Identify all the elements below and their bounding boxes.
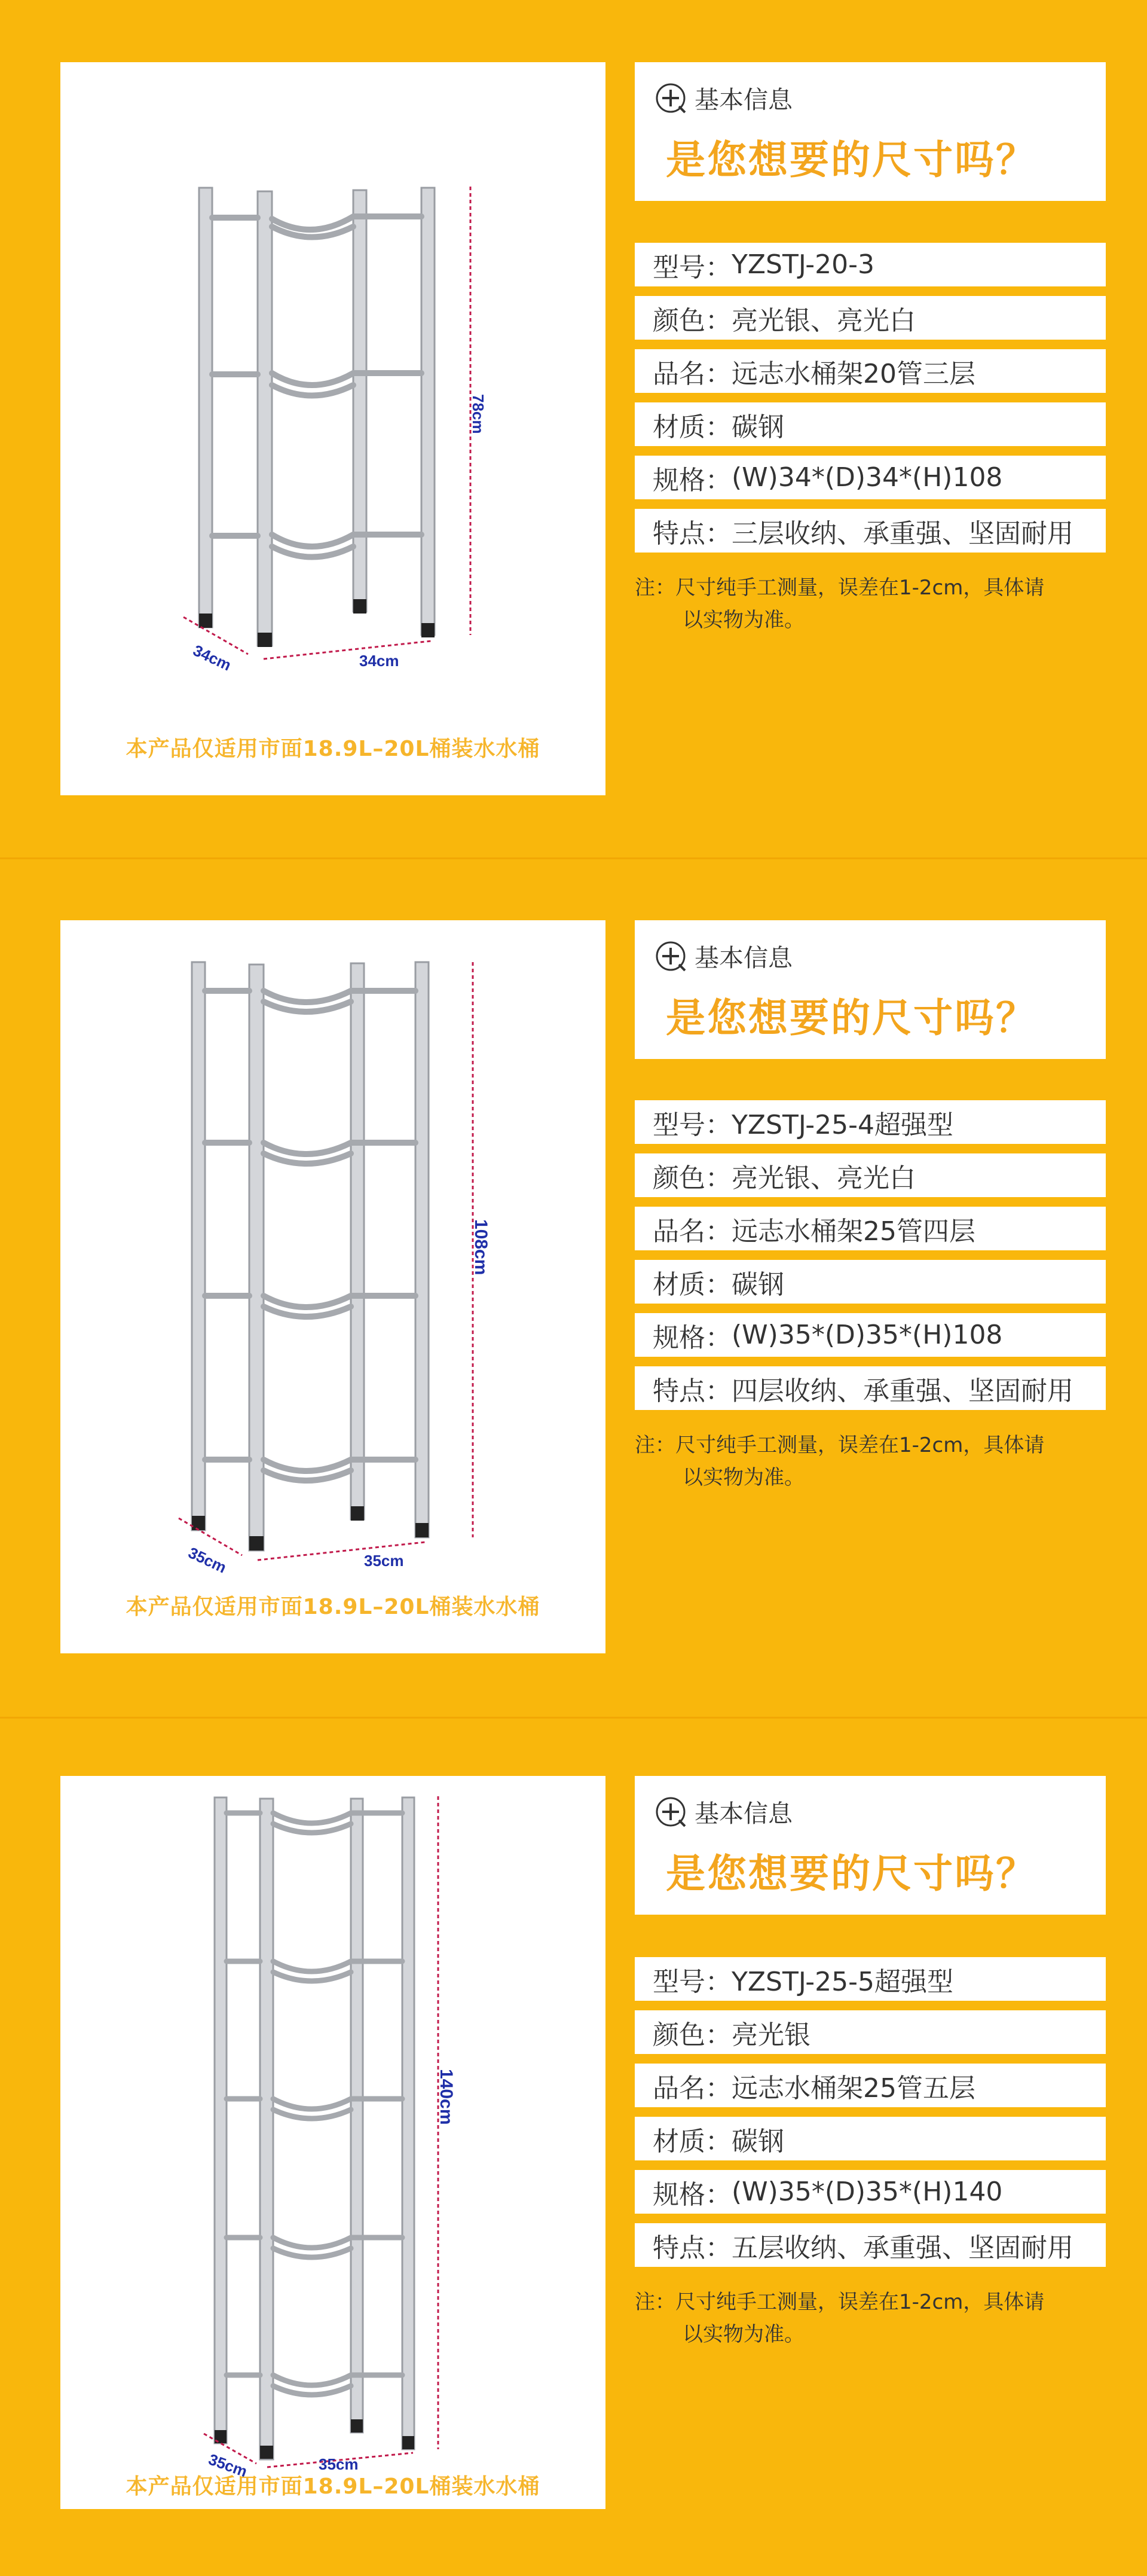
depth-dimension-label: 34cm <box>190 641 234 674</box>
section-title: 是您想要的尺寸吗？ <box>666 1851 1037 1897</box>
spec-row-material <box>635 402 1106 446</box>
spec-value: 远志水桶架20管三层 <box>732 358 975 389</box>
info-header <box>635 920 1106 1059</box>
depth-dimension-label: 35cm <box>206 2450 250 2481</box>
spec-value: 亮光银、亮光白 <box>732 305 916 336</box>
spec-value: YZSTJ-25-4超强型 <box>732 1109 953 1140</box>
spec-value: YZSTJ-25-5超强型 <box>732 1966 953 1997</box>
width-dimension-label: 35cm <box>364 1552 404 1570</box>
product-section-2 <box>0 859 1147 1717</box>
spec-label: 规格： <box>653 2179 732 2210</box>
height-dimension-label: 108cm <box>471 1219 491 1275</box>
spec-value: 远志水桶架25管四层 <box>732 1216 975 1247</box>
spec-row-name <box>635 2064 1106 2107</box>
spec-value: (W)34*(D)34*(H)108 <box>732 462 1003 493</box>
note-line-1: 注：尺寸纯手工测量，误差在1-2cm，具体请 <box>635 2290 1045 2314</box>
spec-value: 碳钢 <box>732 1269 784 1300</box>
product-usage-caption: 本产品仅适用市面18.9L–20L桶装水水桶 <box>126 1595 540 1619</box>
spec-row-color <box>635 2010 1106 2054</box>
spec-row-feature <box>635 2223 1106 2267</box>
depth-dimension-label: 35cm <box>185 1543 230 1577</box>
note-line-1: 注：尺寸纯手工测量，误差在1-2cm，具体请 <box>635 576 1045 600</box>
spec-row-size <box>635 456 1106 499</box>
plus-circle-icon <box>655 1796 686 1827</box>
section-subtitle: 基本信息 <box>695 944 793 972</box>
width-dimension-label: 35cm <box>319 2455 359 2473</box>
spec-label: 颜色： <box>653 2019 732 2050</box>
product-usage-caption: 本产品仅适用市面18.9L–20L桶装水水桶 <box>126 737 540 761</box>
measurement-note <box>635 572 1113 636</box>
plus-circle-icon <box>655 941 686 972</box>
spec-label: 品名： <box>653 1216 732 1247</box>
plus-circle-icon <box>655 83 686 114</box>
spec-label: 材质： <box>653 2126 732 2157</box>
section-title: 是您想要的尺寸吗？ <box>666 995 1037 1041</box>
note-line-2: 以实物为准。 <box>683 1466 805 1490</box>
spec-value: 五层收纳、承重强、坚固耐用 <box>732 2232 1073 2263</box>
spec-row-color <box>635 1153 1106 1197</box>
spec-value: 碳钢 <box>732 411 784 442</box>
water-rack-5-tier-illustration <box>60 1776 605 2509</box>
info-header <box>635 1776 1106 1915</box>
spec-label: 颜色： <box>653 305 732 336</box>
spec-label: 特点： <box>653 2232 732 2263</box>
spec-row-material <box>635 1260 1106 1304</box>
spec-row-feature <box>635 509 1106 553</box>
spec-value: 亮光银 <box>732 2019 810 2050</box>
spec-row-feature <box>635 1366 1106 1410</box>
water-rack-3-tier-illustration <box>60 62 605 795</box>
spec-label: 特点： <box>653 1375 732 1406</box>
spec-value: 远志水桶架25管五层 <box>732 2073 975 2104</box>
product-image-card <box>60 62 605 795</box>
spec-value: 碳钢 <box>732 2126 784 2157</box>
spec-label: 型号： <box>653 1109 732 1140</box>
spec-label: 品名： <box>653 358 732 389</box>
product-usage-caption: 本产品仅适用市面18.9L–20L桶装水水桶 <box>126 2474 540 2499</box>
product-section-3 <box>0 1719 1147 2576</box>
spec-label: 材质： <box>653 411 732 442</box>
water-rack-4-tier-illustration <box>60 920 605 1653</box>
width-dimension-label: 34cm <box>359 652 399 670</box>
spec-row-model <box>635 1100 1106 1144</box>
spec-label: 颜色： <box>653 1162 732 1194</box>
height-dimension-label: 140cm <box>436 2069 456 2125</box>
section-subtitle: 基本信息 <box>695 86 793 114</box>
spec-label: 型号： <box>653 1966 732 1997</box>
product-image-card <box>60 920 605 1653</box>
note-line-1: 注：尺寸纯手工测量，误差在1-2cm，具体请 <box>635 1433 1045 1457</box>
product-section-1 <box>0 0 1147 857</box>
spec-value: 三层收纳、承重强、坚固耐用 <box>732 518 1073 549</box>
spec-label: 规格： <box>653 465 732 496</box>
measurement-note <box>635 1429 1113 1494</box>
info-header <box>635 62 1106 201</box>
spec-value: (W)35*(D)35*(H)108 <box>732 1320 1003 1350</box>
spec-row-color <box>635 296 1106 340</box>
spec-label: 型号： <box>653 252 732 283</box>
measurement-note <box>635 2286 1113 2351</box>
spec-row-name <box>635 349 1106 393</box>
spec-label: 品名： <box>653 2073 732 2104</box>
spec-label: 规格： <box>653 1322 732 1353</box>
spec-row-material <box>635 2117 1106 2160</box>
spec-value: 亮光银、亮光白 <box>732 1162 916 1194</box>
spec-value: YZSTJ-20-3 <box>732 249 874 280</box>
spec-label: 材质： <box>653 1269 732 1300</box>
height-dimension-label: 78cm <box>469 394 487 434</box>
spec-row-model <box>635 243 1106 286</box>
note-line-2: 以实物为准。 <box>683 608 805 632</box>
section-subtitle: 基本信息 <box>695 1799 793 1828</box>
product-image-card <box>60 1776 605 2509</box>
spec-row-name <box>635 1207 1106 1250</box>
spec-row-size <box>635 2170 1106 2214</box>
spec-row-model <box>635 1957 1106 2001</box>
spec-value: 四层收纳、承重强、坚固耐用 <box>732 1375 1073 1406</box>
spec-label: 特点： <box>653 518 732 549</box>
section-title: 是您想要的尺寸吗？ <box>666 137 1037 183</box>
spec-row-size <box>635 1313 1106 1357</box>
spec-value: (W)35*(D)35*(H)140 <box>732 2177 1003 2207</box>
note-line-2: 以实物为准。 <box>683 2322 805 2346</box>
